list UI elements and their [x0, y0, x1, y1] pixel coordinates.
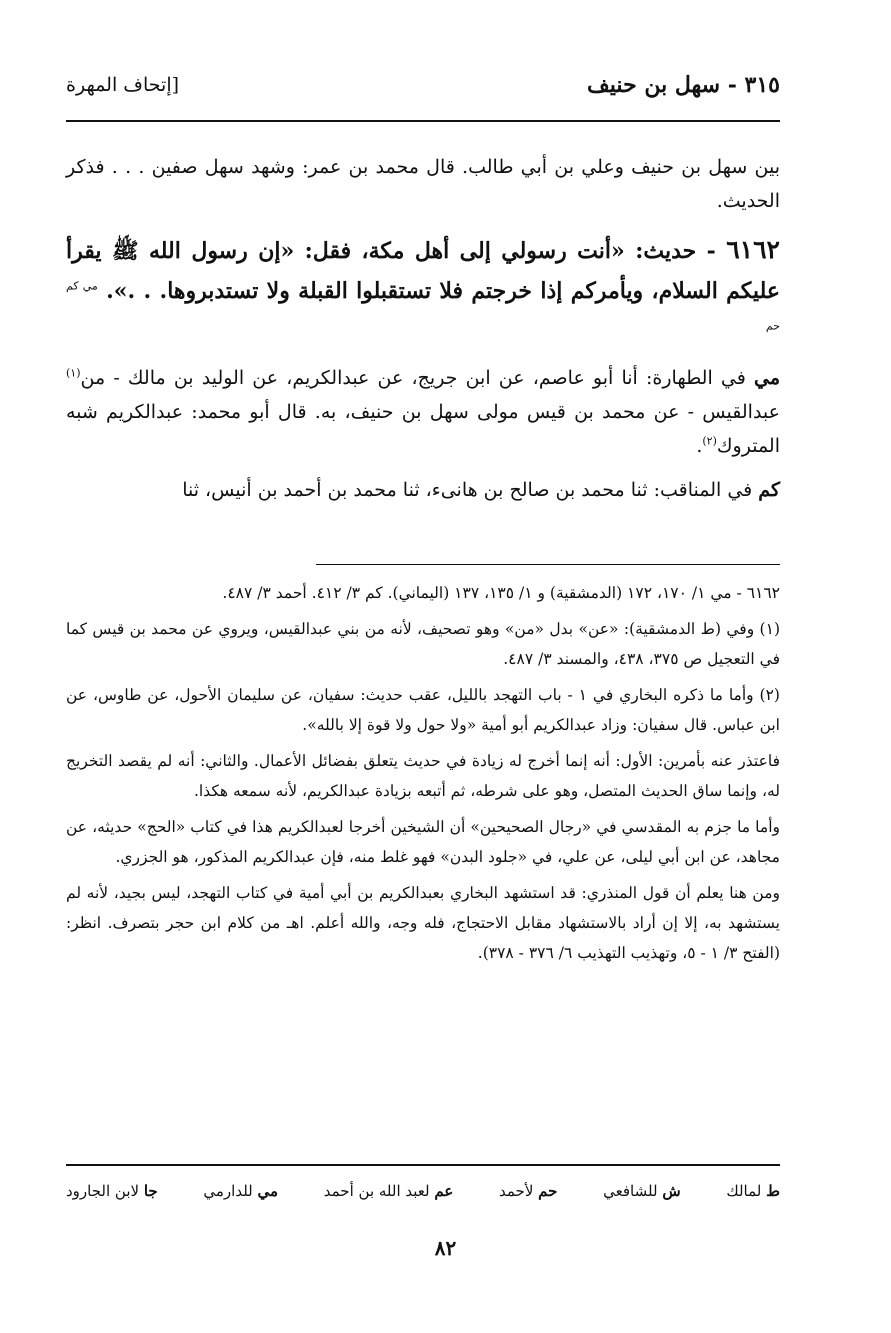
footnote-2-continued: فاعتذر عنه بأمرين: الأول: أنه إنما أخرج له زيادة في حديث يتعلق بفضائل الأعمال. والثاني: أنه لم يقصد التخريج له، وإنما ساق الحديث المتصل، وهو على شرطه، ثم أتبعه بزيادة عبدالكريم، لأنه سمعه هكذا.: [66, 752, 780, 800]
footnote-2-continued: ومن هنا يعلم أن قول المنذري: قد استشهد البخاري بعبدالكريم بن أبي أمية في كتاب التهجد، ليس بجيد، لأنه لم يستشهد به، إلا إن أراد بالاستشهاد مقابل الاحتجاج، فله وجه، والله أعلم. اهـ من كلام ابن حجر بتصرف. انظر: (الفتح ٣/ ١ - ٥، وتهذيب التهذيب ٦/ ٣٧٦ - ٣٧٨).: [66, 884, 780, 962]
source-codes-mark: مي كم حم: [66, 279, 780, 333]
abbr-item: ط لمالك: [726, 1182, 780, 1200]
abbr-item: مي للدارمي: [203, 1182, 279, 1200]
hadith-number: ٦١٦٢: [726, 235, 780, 264]
paragraph-intro: بين سهل بن حنيف وعلي بن أبي طالب. قال محمد بن عمر: وشهد سهل صفين . . . فذكر الحديث.: [66, 156, 780, 212]
paragraph-darimi: [66, 361, 780, 463]
source-code: كم: [758, 479, 780, 501]
abbr-item: جا لابن الجارود: [66, 1182, 158, 1200]
abbr-item: حم لأحمد: [499, 1182, 558, 1200]
abbr-item: عم لعبد الله بن أحمد: [323, 1182, 454, 1200]
footnote-separator: [316, 564, 780, 565]
footnote-ref: (٢): [702, 434, 717, 448]
source-code: مي: [753, 367, 780, 389]
page-header: [66, 66, 780, 106]
paragraph-text: في المناقب: ثنا محمد بن صالح بن هانىء، ثنا محمد بن أحمد بن أنيس، ثنا: [182, 479, 753, 501]
hadith-label: - حديث:: [635, 238, 716, 264]
footnote-sources: ٦١٦٢ - مي ١/ ١٧٠، ١٧٢ (الدمشقية) و ١/ ١٣٥، ١٣٧ (اليماني). كم ٣/ ٤١٢. أحمد ٣/ ٤٨٧.: [222, 584, 780, 602]
paragraph-hakim: [66, 473, 780, 507]
footnote-ref: (١): [66, 366, 81, 380]
footnote-2-continued: وأما ما جزم به المقدسي في «رجال الصحيحين» أن الشيخين أخرجا لعبدالكريم هذا في كتاب «الحج» حديثه، عن مجاهد، عن ابن أبي ليلى، عن علي، في «جلود البدن» فهو غلط منه، فإن عبدالكريم المذكور، هو الجزري.: [66, 818, 780, 866]
footnotes: [66, 578, 780, 974]
footnote-1: (١) وفي (ط الدمشقية): «عن» بدل «من» وهو تصحيف، لأنه من بني عبدالقيس، ويروي عن محمد بن قيس كما في التعجيل ص ٣٧٥، ٤٣٨، والمسند ٣/ ٤٨٧.: [66, 620, 780, 668]
page-number: ٨٢: [434, 1236, 457, 1260]
paragraph-text: في الطهارة: أنا أبو عاصم، عن ابن جريج، عن عبدالكريم، عن الوليد بن مالك - من: [80, 367, 746, 389]
hadith-text: «أنت رسولي إلى أهل مكة، فقل: «إن رسول الله ﷺ يقرأ عليكم السلام، ويأمركم إذا خرجتم فلا تستقبلوا القبلة ولا تستدبروها. . .».: [66, 238, 780, 304]
footer-rule: [66, 1164, 780, 1166]
abbr-item: ش للشافعي: [603, 1182, 681, 1200]
paragraph-text: عبدالقيس - عن محمد بن قيس مولى سهل بن حنيف، به. قال أبو محمد: عبدالكريم شبه المتروك: [66, 401, 780, 457]
hadith-entry: [66, 230, 780, 351]
main-text: [66, 150, 780, 507]
header-rule: [66, 120, 780, 122]
paragraph-end: .: [696, 435, 703, 457]
footnote-2: (٢) وأما ما ذكره البخاري في ١ - باب التهجد بالليل، عقب حديث: سفيان، عن سليمان الأحول، عن طاوس، عن ابن عباس. قال سفيان: وزاد عبدالكريم أبو أمية «ولا حول ولا قوة إلا بالله».: [66, 686, 780, 734]
book-title: [إتحاف المهرة: [66, 74, 180, 96]
chapter-title: ٣١٥ - سهل بن حنيف: [587, 72, 780, 98]
abbreviation-key: [66, 1182, 780, 1200]
